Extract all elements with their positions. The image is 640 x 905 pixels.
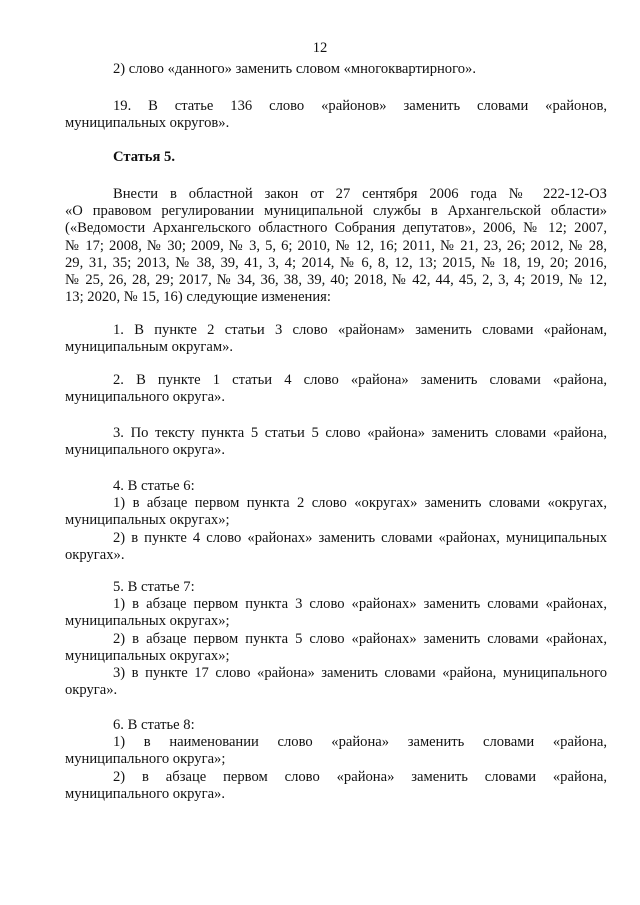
text-line: муниципальных округах»;: [65, 512, 230, 529]
paragraph-block: [65, 186, 607, 306]
text-line: 29, 31, 35; 2013, № 38, 39, 41, 3, 4; 2014, № 6, 8, 12, 13; 2015, № 18, 19, 20; 2016,: [65, 254, 607, 271]
page-number: 12: [312, 40, 328, 56]
paragraph-block: [65, 372, 607, 406]
paragraph-block: [65, 61, 607, 78]
paragraph-block: [65, 425, 607, 459]
text-line: 2) в абзаце первом слово «района» заменить словами «района,: [113, 768, 607, 785]
text-line: 2) слово «данного» заменить словом «многоквартирного».: [113, 61, 476, 77]
text-line: муниципального округа».: [65, 785, 225, 802]
text-line: муниципальных округов».: [65, 115, 230, 132]
text-line: округах».: [65, 546, 125, 563]
text-line: 6. В статье 8:: [113, 717, 195, 733]
text-line: 3. По тексту пункта 5 статьи 5 слово «района» заменить словами «района,: [113, 425, 607, 441]
text-line: 1) в абзаце первом пункта 3 слово «районах» заменить словами «районах,: [113, 596, 607, 613]
text-line: Внести в областной закон от 27 сентября 2006 года № 222-12-ОЗ: [113, 186, 607, 202]
text-line: 1. В пункте 2 статьи 3 слово «районам» заменить словами «районам,: [113, 322, 607, 338]
text-line: № 25, 26, 28, 29; 2017, № 34, 36, 38, 39, 40; 2018, № 42, 44, 45, 2, 3, 4; 2019, № 12,: [65, 272, 607, 289]
text-line: 5. В статье 7:: [113, 579, 195, 595]
text-line: 13; 2020, № 15, 16) следующие изменения:: [65, 289, 331, 306]
text-line: муниципальным округам».: [65, 339, 234, 356]
paragraph-block: [65, 478, 607, 564]
text-line: муниципального округа».: [65, 442, 225, 459]
text-line: № 17; 2008, № 30; 2009, № 3, 5, 6; 2010, № 12, 16; 2011, № 21, 23, 26; 2012, № 28,: [65, 237, 607, 254]
paragraph-block: [65, 98, 607, 132]
text-line: 19. В статье 136 слово «районов» заменить словами «районов,: [113, 98, 607, 114]
text-line: 4. В статье 6:: [113, 478, 195, 494]
text-line: муниципальных округах»;: [65, 613, 230, 630]
paragraph-block: [65, 149, 607, 166]
section-heading: Статья 5.: [113, 149, 175, 165]
paragraph-block: [65, 579, 607, 699]
text-line: муниципальных округах»;: [65, 647, 230, 664]
text-line: 2. В пункте 1 статьи 4 слово «района» заменить словами «района,: [113, 372, 607, 388]
text-line: 3) в пункте 17 слово «района» заменить словами «района, муниципального: [113, 665, 607, 682]
text-line: 2) в абзаце первом пункта 5 слово «районах» заменить словами «районах,: [113, 630, 607, 647]
text-line: муниципального округа»;: [65, 751, 226, 768]
text-line: «О правовом регулировании муниципальной службы в Архангельской области»: [65, 203, 607, 220]
text-line: 1) в наименовании слово «района» заменить словами «района,: [113, 734, 607, 751]
text-line: 2) в пункте 4 слово «районах» заменить словами «районах, муниципальных: [113, 529, 607, 546]
text-line: («Ведомости Архангельского областного Собрания депутатов», 2006, № 12; 2007,: [65, 220, 607, 237]
text-line: муниципального округа».: [65, 389, 225, 406]
paragraph-block: [65, 717, 607, 803]
text-line: 1) в абзаце первом пункта 2 слово «округах» заменить словами «округах,: [113, 495, 607, 512]
paragraph-block: [65, 322, 607, 356]
text-line: округа».: [65, 682, 118, 699]
